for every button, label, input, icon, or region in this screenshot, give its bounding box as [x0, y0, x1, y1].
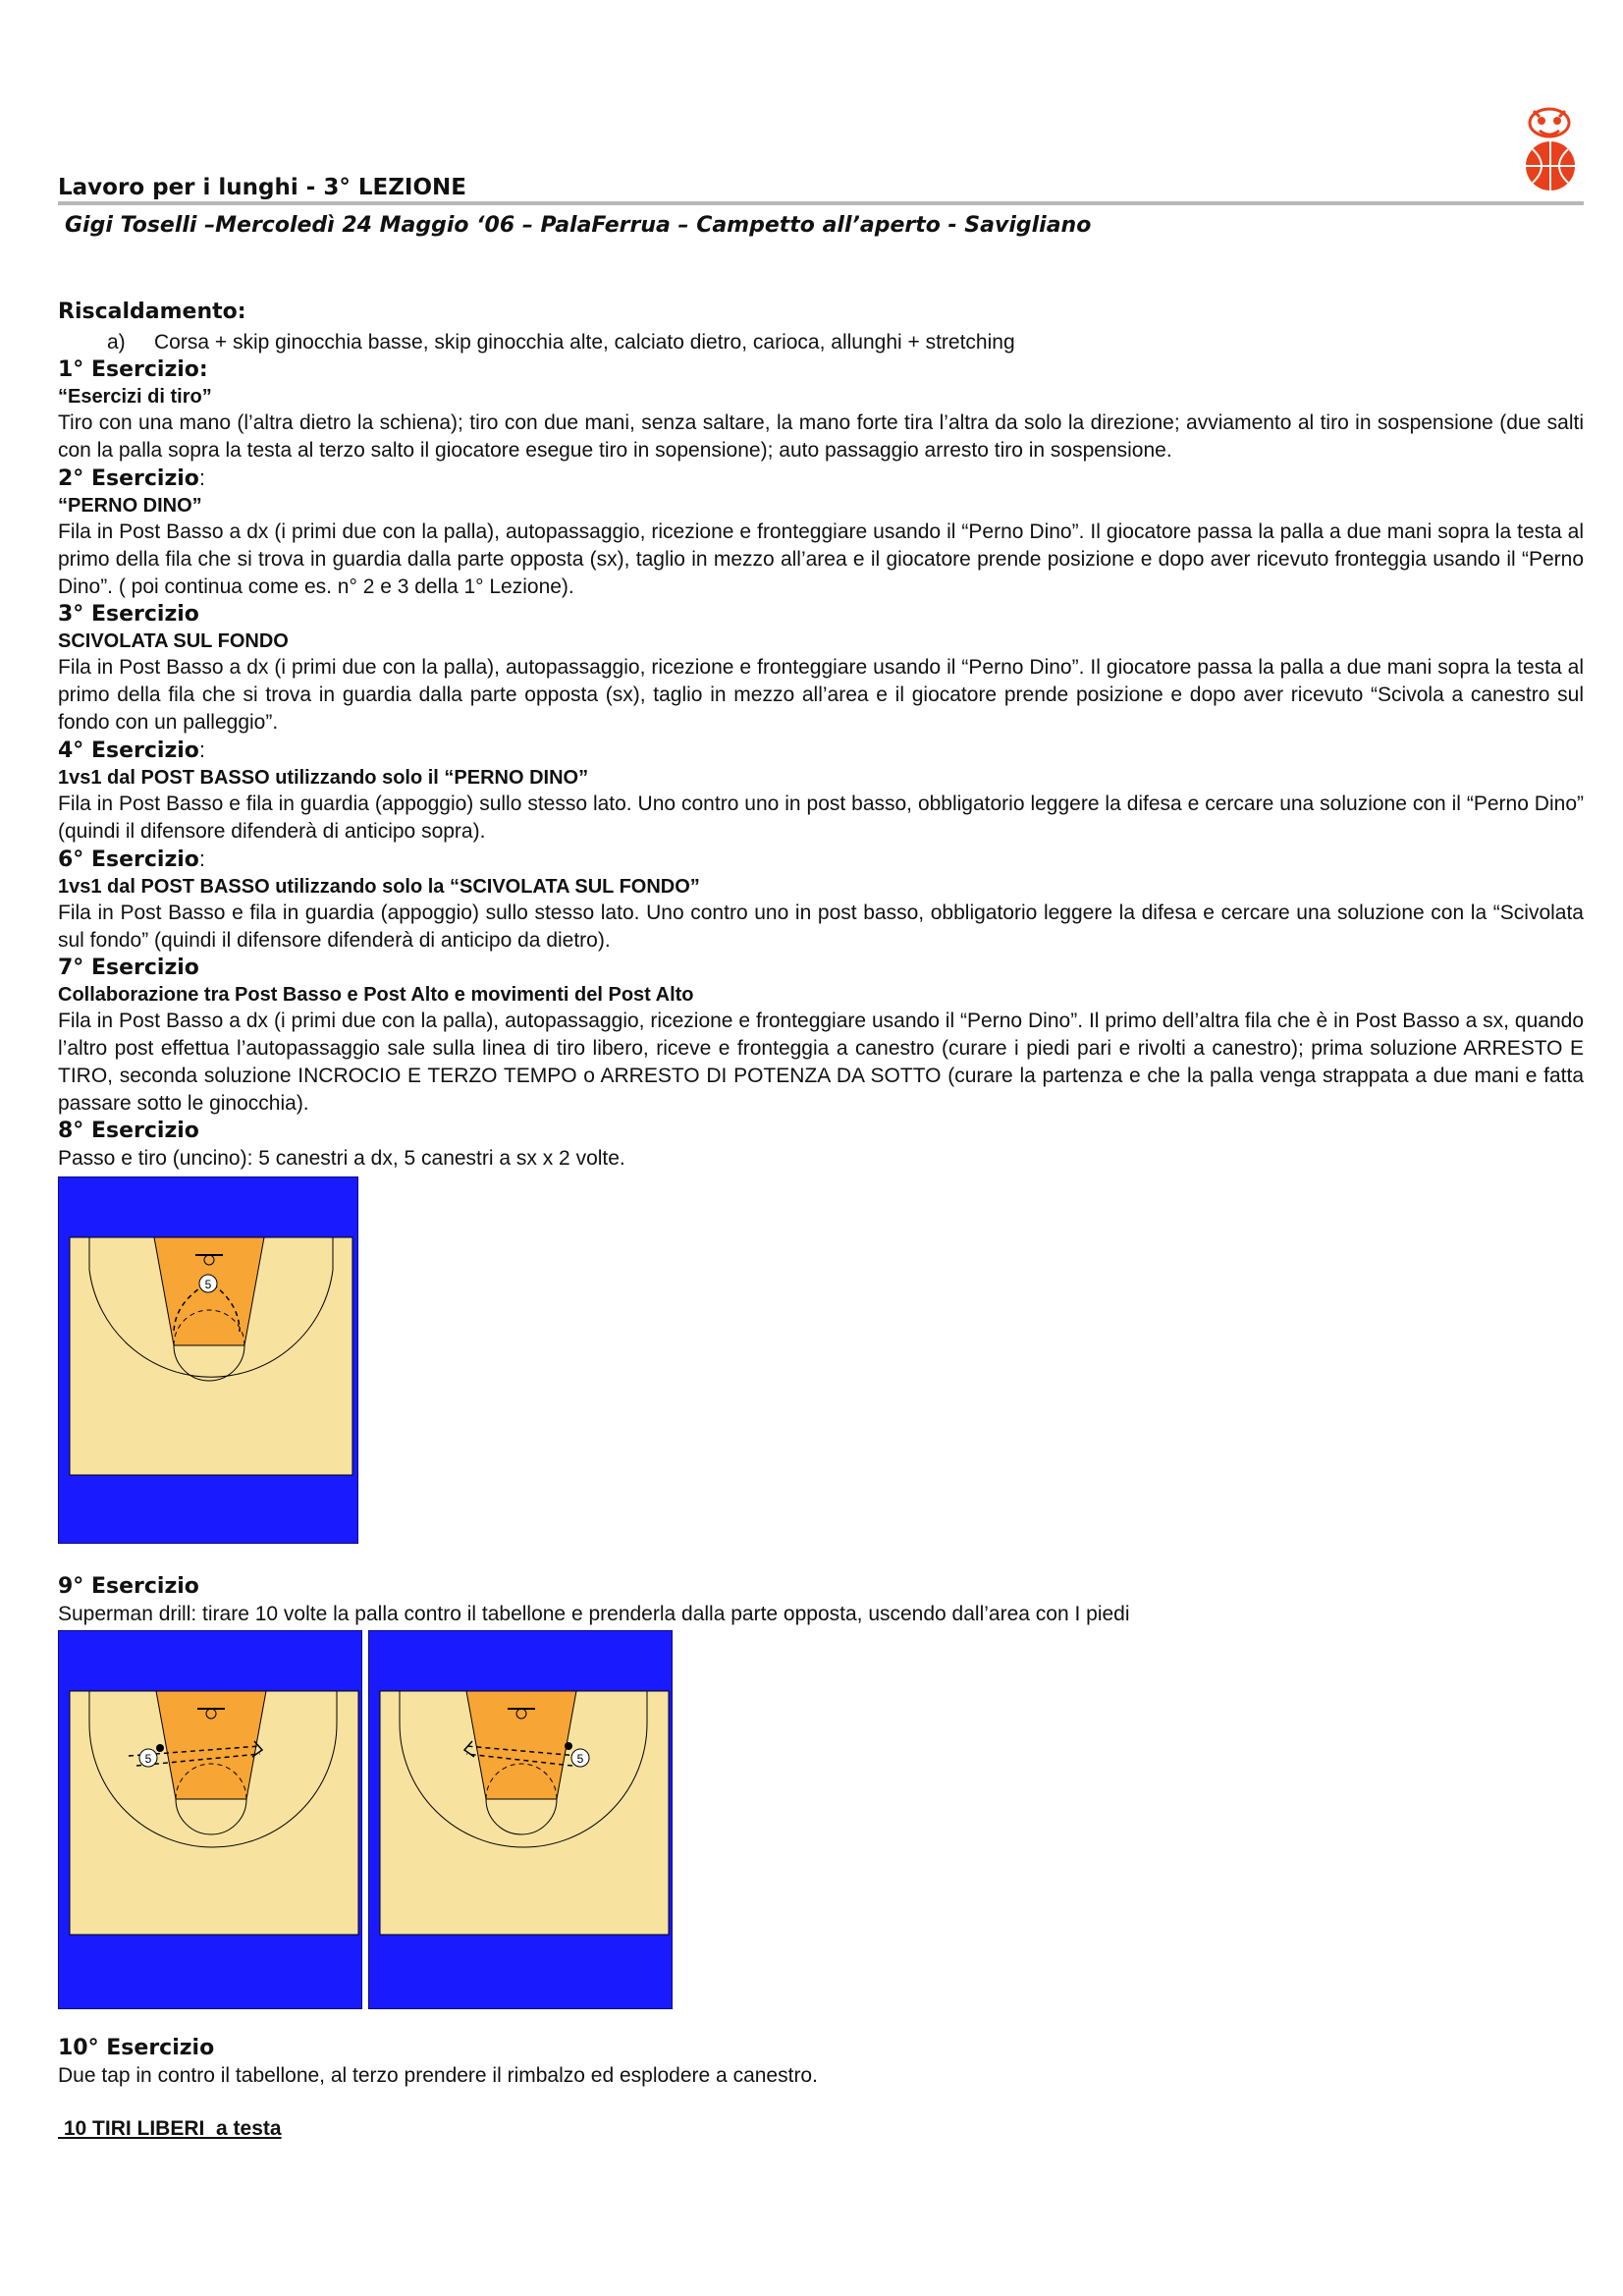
- player-number: 5: [204, 1278, 212, 1291]
- document-title: Lavoro per i lunghi - 3° LEZIONE: [58, 175, 466, 200]
- document-body: [58, 299, 1584, 2143]
- ex1-text: Tiro con una mano (l’altra dietro la schiena); tiro con due mani, senza saltare, la mano forte tira l’altra da solo la direzione; avviamento al tiro in sospensione (due salti con la palla sopra la testa al terzo salto il giocatore esegue tiro in sopensione); auto passaggio arresto tiro in sospensione.: [58, 411, 1584, 462]
- ex7-subtitle: Collaborazione tra Post Basso e Post Alto e movimenti del Post Alto: [58, 984, 694, 1006]
- ex7-text: Fila in Post Basso a dx (i primi due con la palla), autopassaggio, ricezione e fronteggiare usando il “Perno Dino”. Il primo dell’altra fila che è in Post Basso a sx, quando l’altro post effettua l’autopassaggio sale sulla linea di tiro libero, riceve e fronteggia a canestro (curare i piedi pari e rivolti a canestro); prima soluzione ARRESTO E TIRO, seconda soluzione INCROCIO E TERZO TEMPO o ARRESTO DI POTENZA DA SOTTO (curare la partenza e che la palla venga strappata a due mani e fatta passare sotto le ginocchia).: [58, 1010, 1584, 1115]
- paint-area: [466, 1691, 576, 1799]
- ex9-court-diagram-right: [368, 1630, 673, 2009]
- ex6-subtitle: 1vs1 dal POST BASSO utilizzando solo la “SCIVOLATA SUL FONDO”: [58, 876, 700, 898]
- ex6-heading: [58, 846, 1584, 874]
- ex9-text: Superman drill: tirare 10 volte la palla contro il tabellone e prenderla dalla parte opposta, uscendo dall’area con I piedi: [58, 1603, 1130, 1625]
- ex2-heading-text: 2° Esercizio: [58, 466, 199, 491]
- ex2-subtitle: “PERNO DINO”: [58, 495, 202, 517]
- ex6-heading-colon: :: [198, 847, 206, 871]
- spacer: [58, 2009, 1584, 2035]
- warmup-item-text: Corsa + skip ginocchia basse, skip ginocchia alte, calciato dietro, carioca, allunghi + stretching: [154, 331, 1015, 354]
- basketball-mascot-logo: [1520, 103, 1581, 196]
- ex2-heading-colon: :: [198, 465, 206, 490]
- ex2-text: Fila in Post Basso a dx (i primi due con la palla), autopassaggio, ricezione e fronteggiare usando il “Perno Dino”. Il giocatore passa la palla a due mani sopra la testa al primo della fila che si trova in guardia dalla parte opposta (sx), taglio in mezzo all’area e il giocatore prende posizione e dopo aver ricevuto fronteggia usando il “Perno Dino”. ( poi continua come es. n° 2 e 3 della 1° Lezione).: [58, 520, 1584, 598]
- ex1-subtitle: “Esercizi di tiro”: [58, 386, 212, 408]
- paint-area: [156, 1691, 266, 1799]
- ex9-court-diagram-left: [58, 1630, 362, 2009]
- ex3-subtitle: SCIVOLATA SUL FONDO: [58, 630, 289, 652]
- player-number: 5: [144, 1752, 152, 1766]
- ex1-heading: 1° Esercizio:: [58, 357, 208, 382]
- ex9-diagrams: [58, 1630, 1584, 2009]
- ball: [565, 1742, 572, 1750]
- ex4-heading-colon: :: [198, 738, 206, 762]
- ex8-heading: 8° Esercizio: [58, 1119, 199, 1143]
- ex2-heading: [58, 465, 1584, 493]
- ex4-heading: [58, 737, 1584, 765]
- ex3-text: Fila in Post Basso a dx (i primi due con la palla), autopassaggio, ricezione e fronteggiare usando il “Perno Dino”. Il giocatore passa la palla a due mani sopra la testa al primo della fila che si trova in guardia dalla parte opposta (sx), taglio in mezzo all’area e il giocatore prende posizione e dopo aver ricevuto “Scivola a canestro sul fondo con un palleggio”.: [58, 656, 1584, 734]
- warmup-item: [58, 329, 1584, 356]
- ex9-heading: 9° Esercizio: [58, 1574, 199, 1599]
- footer-note: 10 TIRI LIBERI a testa: [58, 2117, 282, 2140]
- spacer: [58, 2090, 1584, 2115]
- document-subtitle: Gigi Toselli –Mercoledì 24 Maggio ‘06 – PalaFerrua – Campetto all’aperto - Savigliano: [65, 213, 1092, 238]
- player-number: 5: [576, 1752, 584, 1766]
- ex8-text: Passo e tiro (uncino): 5 canestri a dx, 5 canestri a sx x 2 volte.: [58, 1147, 625, 1170]
- ex4-heading-text: 4° Esercizio: [58, 738, 199, 763]
- spacer: [58, 1544, 1584, 1573]
- ex10-text: Due tap in contro il tabellone, al terzo prendere il rimbalzo ed esplodere a canestro.: [58, 2064, 818, 2087]
- ex10-heading: 10° Esercizio: [58, 2036, 215, 2060]
- ex8-court-diagram: [58, 1176, 358, 1544]
- ex7-heading: 7° Esercizio: [58, 956, 199, 980]
- warmup-heading: Riscaldamento:: [58, 300, 246, 324]
- warmup-item-label: a): [107, 331, 126, 354]
- ex6-text: Fila in Post Basso e fila in guardia (appoggio) sullo stesso lato. Uno contro uno in post basso, obbligatorio leggere la difesa e cercare una soluzione con la “Scivolata sul fondo” (quindi il difensore difenderà di anticipo da dietro).: [58, 902, 1584, 952]
- ex4-text: Fila in Post Basso e fila in guardia (appoggio) sullo stesso lato. Uno contro uno in post basso, obbligatorio leggere la difesa e cercare una soluzione con il “Perno Dino” (quindi il difensore difenderà di anticipo sopra).: [58, 793, 1584, 843]
- ex6-heading-text: 6° Esercizio: [58, 847, 199, 872]
- header-divider: [58, 201, 1584, 205]
- ex4-subtitle: 1vs1 dal POST BASSO utilizzando solo il “PERNO DINO”: [58, 767, 589, 789]
- ex3-heading: 3° Esercizio: [58, 602, 199, 627]
- ball: [156, 1744, 164, 1752]
